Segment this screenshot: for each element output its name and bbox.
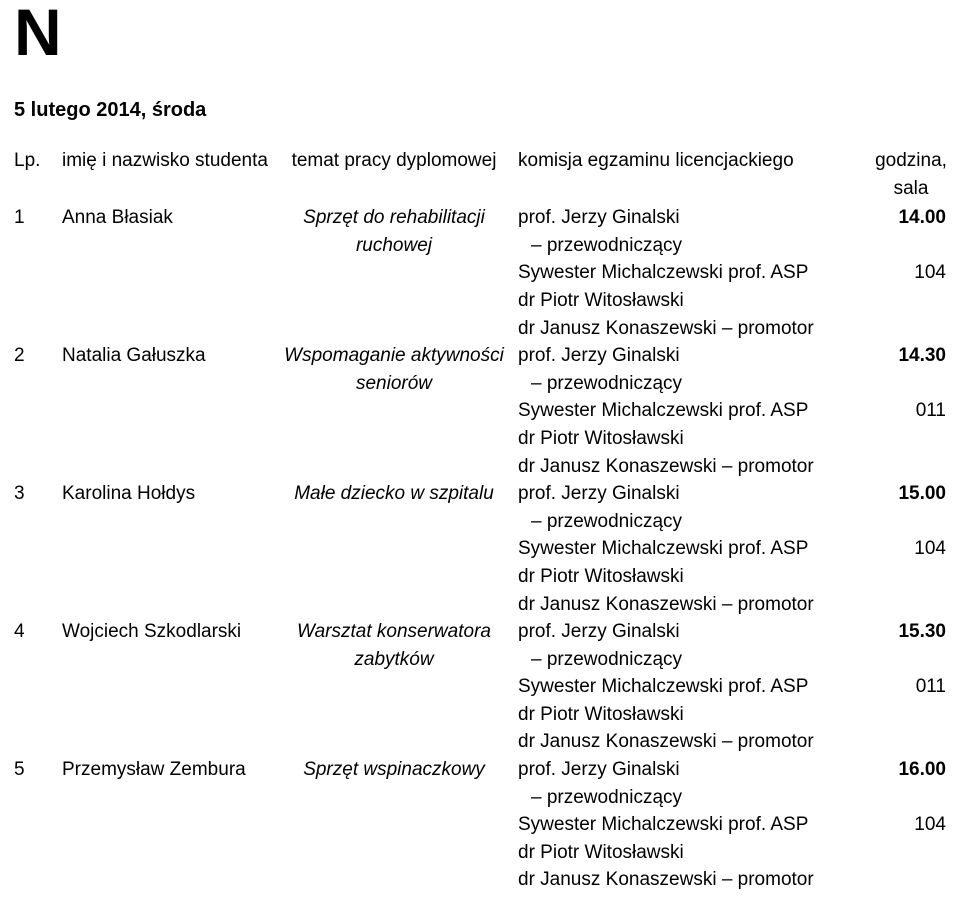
row-lp: 5 (14, 759, 25, 781)
committee-member: dr Piotr Witosławski (518, 289, 684, 311)
student-name: Przemysław Zembura (62, 759, 246, 781)
thesis-topic: Sprzęt do rehabilitacji ruchowej (303, 207, 485, 256)
page-letter-heading: N (14, 0, 61, 69)
thesis-topic: Warsztat konserwatora zabytków (297, 621, 491, 670)
committee-list (518, 756, 868, 894)
row-lp: 3 (14, 483, 25, 505)
time-room-cell (868, 756, 954, 894)
exam-room: 104 (914, 814, 946, 836)
committee-member: prof. Jerzy Ginalski (518, 207, 680, 229)
row-lp: 4 (14, 621, 25, 643)
committee-member: dr Janusz Konaszewski – promotor (518, 593, 814, 615)
header-student-name: imię i nazwisko studenta (62, 150, 268, 171)
table-row (10, 480, 954, 618)
committee-member: dr Piotr Witosławski (518, 565, 684, 587)
committee-member: – przewodniczący (531, 510, 683, 532)
exam-time: 15.00 (898, 483, 946, 505)
exam-time: 16.00 (898, 759, 946, 781)
committee-member: Sywester Michalczewski prof. ASP (518, 262, 809, 284)
student-name: Anna Błasiak (62, 207, 173, 229)
exam-date: 5 lutego 2014, środa (14, 99, 207, 121)
thesis-topic: Sprzęt wspinaczkowy (303, 759, 485, 781)
table-body (10, 204, 954, 894)
student-name: Wojciech Szkodlarski (62, 621, 242, 643)
committee-member: Sywester Michalczewski prof. ASP (518, 400, 809, 422)
committee-list (518, 480, 868, 618)
committee-member: prof. Jerzy Ginalski (518, 759, 680, 781)
row-lp: 1 (14, 207, 25, 229)
header-committee: komisja egzaminu licencjackiego (518, 150, 794, 171)
exam-room: 011 (915, 676, 946, 698)
committee-list (518, 618, 868, 756)
committee-member: – przewodniczący (531, 648, 683, 670)
exam-schedule-table (10, 147, 954, 894)
committee-list (518, 204, 868, 342)
thesis-topic: Wspomaganie aktywności seniorów (284, 345, 504, 394)
exam-time: 14.30 (898, 345, 946, 367)
committee-member: prof. Jerzy Ginalski (518, 483, 680, 505)
exam-room: 104 (914, 538, 946, 560)
committee-member: dr Piotr Witosławski (518, 427, 684, 449)
time-room-cell (868, 618, 954, 756)
exam-time: 15.30 (898, 621, 946, 643)
exam-room: 104 (914, 262, 946, 284)
time-room-cell (868, 480, 954, 618)
committee-member: dr Janusz Konaszewski – promotor (518, 869, 814, 891)
row-lp: 2 (14, 345, 25, 367)
committee-member: prof. Jerzy Ginalski (518, 621, 680, 643)
header-lp: Lp. (14, 150, 41, 171)
time-room-cell (868, 204, 954, 342)
header-thesis-topic: temat pracy dyplomowej (291, 150, 497, 171)
exam-room: 011 (915, 400, 946, 422)
committee-member: prof. Jerzy Ginalski (518, 345, 680, 367)
committee-member: dr Janusz Konaszewski – promotor (518, 731, 814, 753)
header-time-room: godzina, sala (875, 150, 947, 199)
table-header-row (10, 147, 954, 204)
time-room-cell (868, 342, 954, 480)
exam-time: 14.00 (898, 207, 946, 229)
student-name: Natalia Gałuszka (62, 345, 206, 367)
student-name: Karolina Hołdys (62, 483, 196, 505)
committee-member: Sywester Michalczewski prof. ASP (518, 538, 809, 560)
committee-member: dr Janusz Konaszewski – promotor (518, 455, 814, 477)
committee-member: dr Piotr Witosławski (518, 703, 684, 725)
committee-member: – przewodniczący (531, 372, 683, 394)
committee-member: – przewodniczący (531, 786, 683, 808)
committee-list (518, 342, 868, 480)
committee-member: – przewodniczący (531, 234, 683, 256)
table-row (10, 204, 954, 342)
table-row (10, 342, 954, 480)
committee-member: Sywester Michalczewski prof. ASP (518, 814, 809, 836)
committee-member: dr Piotr Witosławski (518, 841, 684, 863)
thesis-topic: Małe dziecko w szpitalu (294, 483, 494, 505)
committee-member: dr Janusz Konaszewski – promotor (518, 317, 814, 339)
committee-member: Sywester Michalczewski prof. ASP (518, 676, 809, 698)
table-row (10, 618, 954, 756)
table-row (10, 756, 954, 894)
